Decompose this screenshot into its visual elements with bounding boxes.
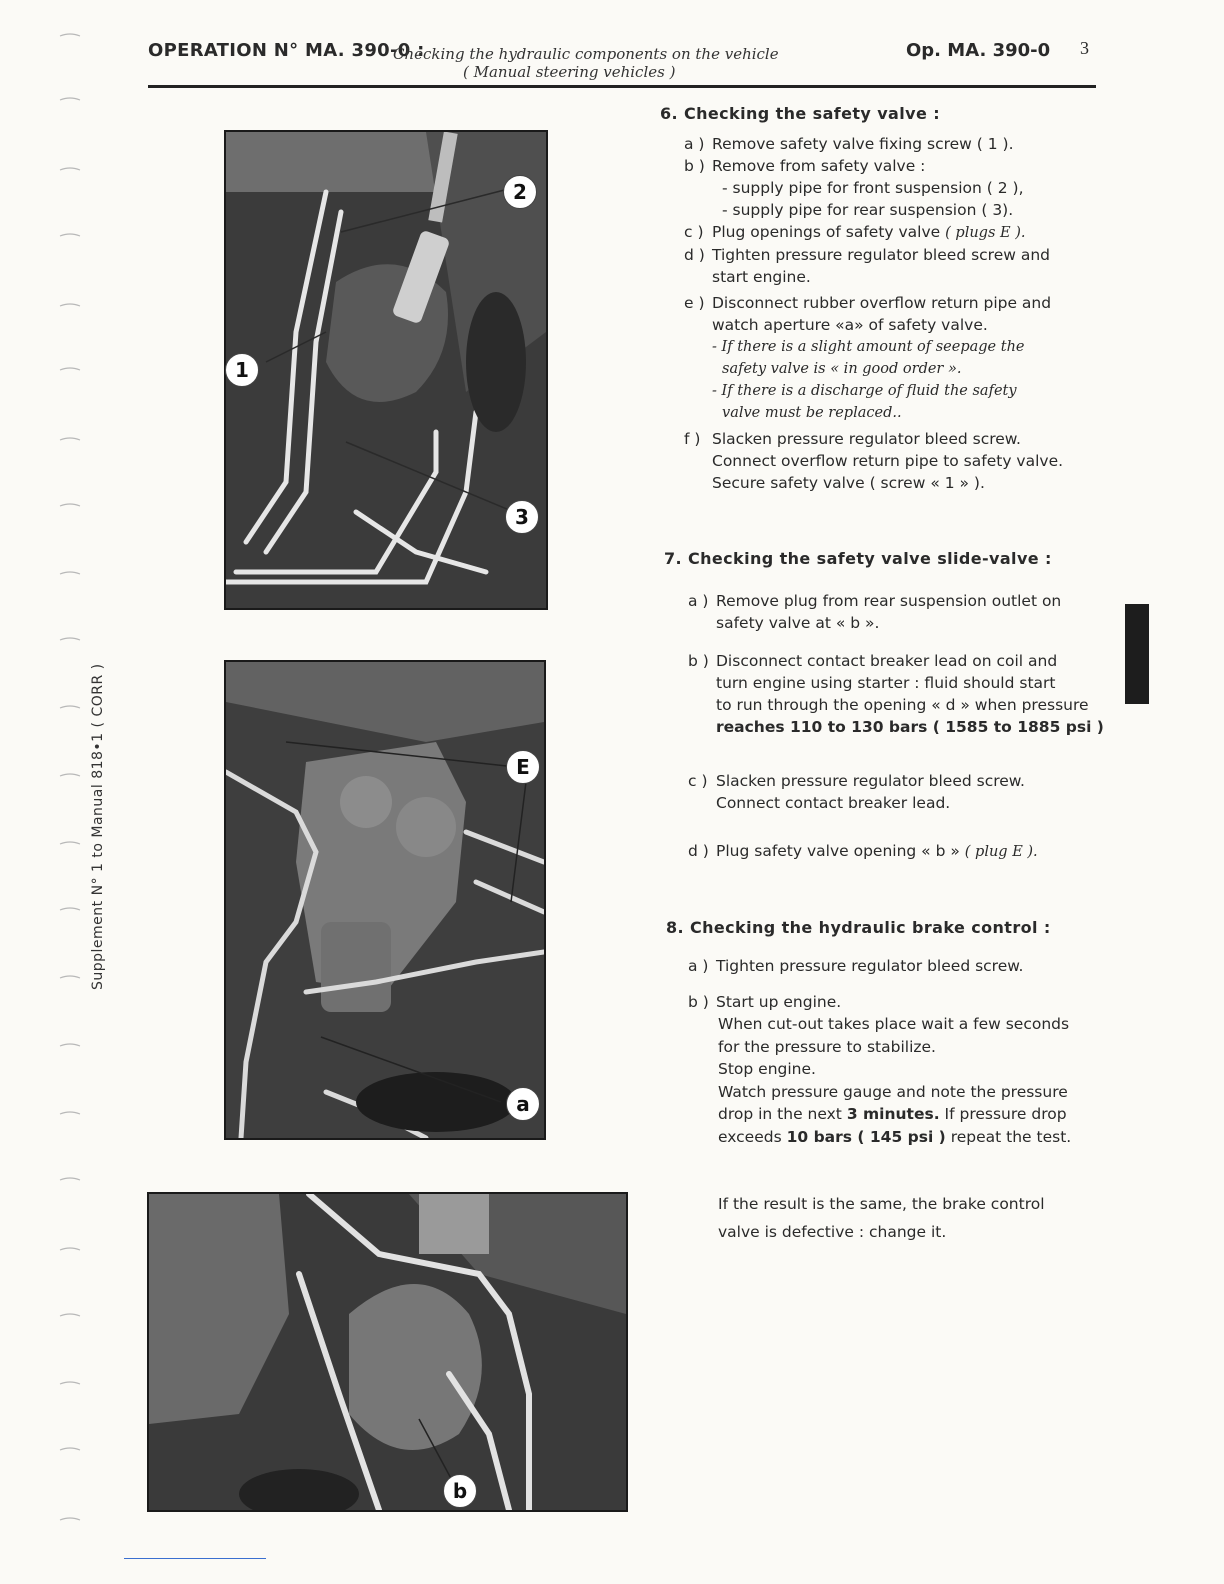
- section-6-title: 6. Checking the safety valve :: [660, 104, 940, 123]
- photo-slide-valve: [224, 660, 546, 1140]
- footer-line: [124, 1558, 266, 1559]
- step-8a: a ) Tighten pressure regulator bleed screw.: [688, 957, 1024, 975]
- supplement-note: Supplement N° 1 to Manual 818•1 ( CORR ): [90, 663, 106, 990]
- photo-slide-valve-image: [226, 662, 544, 1138]
- section-8: [666, 917, 1106, 1246]
- step-7c: c ) Slacken pressure regulator bleed screw. Connect contact breaker lead.: [688, 772, 1025, 812]
- callout-2: 2: [503, 175, 537, 209]
- photo-safety-valve: [224, 130, 548, 610]
- section-6: [660, 103, 1100, 494]
- section-tab-marker: [1125, 604, 1149, 704]
- step-6b: b ) Remove from safety valve :: [684, 157, 926, 175]
- step-6f: f ) Slacken pressure regulator bleed screw. Connect overflow return pipe to safety valve. Secure safety valve ( screw « 1 » ).: [684, 430, 1064, 492]
- callout-a: a: [506, 1087, 540, 1121]
- operation-reference: Op. MA. 390-0: [906, 40, 1051, 61]
- section-7: [664, 548, 1104, 863]
- operation-subtitle: [393, 45, 779, 81]
- step-8b-details: When cut-out takes place wait a few seconds for the pressure to stabilize. Stop engine. Watch pressure gauge and note the pressure drop in the next 3 minutes. If pressure drop exceeds 10 bars ( 145 psi ) repeat the test.: [718, 1015, 1072, 1146]
- step-6e-note-2: - If there is a discharge of fluid the safety valve must be replaced..: [712, 383, 1017, 421]
- step-6e-note-1: - If there is a slight amount of seepage the safety valve is « in good order ».: [712, 339, 1025, 377]
- step-6e: e ) Disconnect rubber overflow return pipe and watch aperture «a» of safety valve.: [684, 294, 1052, 334]
- step-6c: c ) Plug openings of safety valve ( plugs E ).: [684, 223, 1026, 241]
- step-7a: a ) Remove plug from rear suspension outlet on safety valve at « b ».: [688, 592, 1062, 632]
- step-8-result: If the result is the same, the brake control valve is defective : change it.: [718, 1195, 1045, 1241]
- step-8b: b ) Start up engine.: [688, 993, 842, 1011]
- margin-marks: [0, 0, 100, 1584]
- photo-safety-valve-image: [226, 132, 546, 608]
- step-6b-1: - supply pipe for front suspension ( 2 ),: [722, 179, 1024, 197]
- subtitle-line-1: Checking the hydraulic components on the vehicle: [393, 45, 779, 63]
- callout-E: E: [506, 750, 540, 784]
- subtitle-line-2: ( Manual steering vehicles ): [463, 63, 676, 81]
- step-6d: d ) Tighten pressure regulator bleed screw and start engine.: [684, 246, 1051, 286]
- section-8-title: 8. Checking the hydraulic brake control :: [666, 918, 1051, 937]
- callout-3: 3: [505, 500, 539, 534]
- photo-brake-control: [147, 1192, 628, 1512]
- step-7d: d ) Plug safety valve opening « b » ( plug E ).: [688, 842, 1038, 860]
- header-rule: [148, 85, 1096, 88]
- page-number: 3: [1080, 38, 1089, 58]
- callout-b: b: [443, 1474, 477, 1508]
- section-7-title: 7. Checking the safety valve slide-valve :: [664, 549, 1052, 568]
- step-6b-2: - supply pipe for rear suspension ( 3).: [722, 201, 1014, 219]
- step-6a: a ) Remove safety valve fixing screw ( 1 ).: [684, 135, 1014, 153]
- callout-1: 1: [225, 353, 259, 387]
- photo-brake-control-image: [149, 1194, 626, 1510]
- step-7b: b ) Disconnect contact breaker lead on coil and turn engine using starter : fluid should start to run through the opening « d » when pressure reaches 110 to 130 bars ( 1585 to 1885 psi ): [688, 652, 1104, 736]
- operation-number: OPERATION N° MA. 390-0 :: [148, 40, 425, 61]
